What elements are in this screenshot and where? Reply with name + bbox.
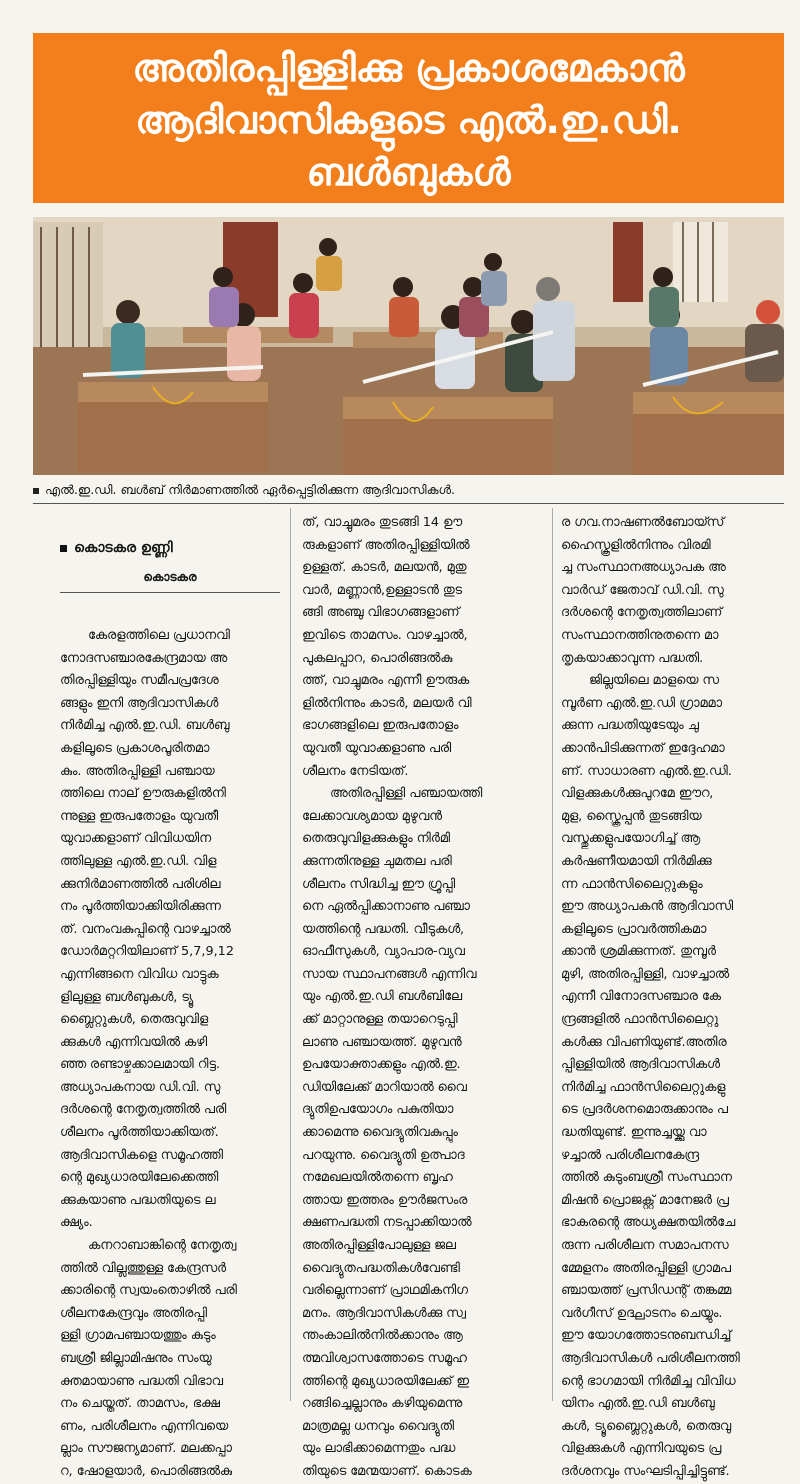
article-line: വർഗീസ് ഉദ്ഘാടനം ചെയ്യും.: [561, 1305, 723, 1321]
article-line: ലേക്കാവശ്യമായ മുഴുവൻ: [302, 808, 442, 824]
article-line: ഴച്ചാൽ പരിശീലനകേന്ദ്ര: [561, 1147, 699, 1163]
article-line: ക്കുകൾ എന്നിവയിൽ കഴി: [60, 1034, 208, 1050]
article-line: ന്റെ ഭാഗമായി നിർമിച്ച വിവിധ: [561, 1373, 736, 1389]
article-line: സംസ്ഥാനത്തിനുതന്നെ മാ: [561, 627, 719, 643]
article-line: ഉപയോക്താക്കളും എൽ.ഇ.: [302, 1057, 461, 1073]
article-line: അതിരപ്പിള്ളി പഞ്ചായത്തി: [330, 786, 483, 802]
article-line: തിയുടെ മേന്മയാണ്. കൊടക: [302, 1463, 472, 1479]
article-line: ന്റെ മുഖ്യധാരയിലേക്കെത്തി: [60, 1170, 219, 1186]
article-column-2: [302, 512, 545, 1479]
article-line: ടെ പ്രദർശനമൊരുക്കാനും പ: [561, 1102, 728, 1118]
article-line: ളിലുള്ള ബൾബുകൾ, ട്യൂ: [60, 989, 194, 1005]
headline-line-2: ആദിവാസികളുടെ എൽ.ഇ.ഡി.: [135, 98, 682, 142]
article-line: ത്ത്, വാച്ചുമരം എന്നീ ഊരുക: [302, 673, 470, 689]
article-line: ക്കുന്ന പദ്ധതിയുടേയും ചു: [561, 718, 699, 734]
article-line: ശീലനം സിദ്ധിച്ച ഈ ഗ്രൂപ്പി: [302, 876, 456, 892]
article-line: ഭാകരന്റെ അധ്യക്ഷതയിൽചേ: [561, 1215, 736, 1231]
article-line: ഇവിടെ താമസം. വാഴച്ചാൽ,: [302, 627, 468, 643]
article-line: നിർമിച്ച ഫാൻസിലൈറ്റുകളു: [561, 1079, 726, 1095]
article-line: ര ഗവ.നാഷണൽബോയ്സ്: [561, 515, 725, 530]
article-line: ക്ഷണപദ്ധതി നടപ്പാക്കിയാൽ: [302, 1215, 472, 1231]
article-line: പ്പിള്ളിയിൽ ആദിവാസികൾ: [561, 1057, 720, 1073]
article-line: കും. അതിരപ്പിള്ളി പഞ്ചായ: [60, 763, 215, 779]
caption-rule: [33, 503, 784, 504]
article-line: കർഷണീയമായി നിർമിക്കു: [561, 853, 712, 869]
article-line: ആദിവാസികളെ സമൂഹത്തി: [60, 1147, 224, 1163]
article-line: മുള, സ്ക്രൈപ്പൻ തുടങ്ങിയ: [561, 808, 702, 824]
article-line: കേരളത്തിലെ പ്രധാനവി: [88, 628, 230, 643]
article-line: ശീലനകേന്ദ്രവും അതിരപ്പി: [60, 1305, 208, 1321]
article-line: ഞ്ഞ രണ്ടാഴ്ചക്കാലമായി റിട്ട.: [60, 1057, 221, 1073]
article-line: ക്ക് മാറ്റാനുള്ള തയാറെടുപ്പി: [302, 1012, 458, 1028]
article-line: നമേഖലയിൽതന്നെ ബൃഹ: [302, 1170, 453, 1186]
article-line: മനം. ആദിവാസികൾക്കു സ്വ: [302, 1305, 466, 1321]
photo-caption: [33, 480, 784, 504]
column-divider: [290, 508, 291, 1401]
article-line: മ്പൂർണ എൽ.ഇ.ഡി ഗ്രാമമാ: [561, 695, 722, 711]
article-line: ച്ച സംസ്ഥാനഅധ്യാപക അ: [561, 560, 726, 576]
article-line: ത്തിൽ വില്ലത്തുള്ള കേന്ദ്രസർ: [60, 1260, 226, 1276]
article-line: വൈദ്യുതപദ്ധതികൾവേണ്ടി: [302, 1260, 460, 1276]
news-photo: [33, 217, 784, 475]
article-line: യും എൽ.ഇ.ഡി ബൾബിലേ: [302, 989, 462, 1005]
article-line: യുവതീ യുവാക്കളാണു പരി: [302, 740, 452, 756]
article-line: വിളക്കുകൾക്കുപുറമേ ഈറ,: [561, 786, 714, 802]
caption-bullet-icon: [33, 488, 39, 494]
article-line: ത്മവിശ്വാസത്തോടെ സമൂഹ: [302, 1350, 467, 1366]
article-line: ങ്ങളും ഇനി ആദിവാസികൾ: [60, 695, 219, 711]
article-line: ന്നുള്ള ഇരുപതോളം യുവതീ: [60, 808, 219, 824]
article-line: ലാണു പഞ്ചായത്ത്. മുഴുവൻ: [302, 1034, 462, 1050]
article-line: ഭാഗങ്ങളിലെ ഇരുപതോളം: [302, 718, 459, 734]
article-line: നം ചെയ്തത്. താമസം, ഭക്ഷ: [60, 1396, 220, 1412]
article-line: സായ സ്ഥാപനങ്ങൾ എന്നിവ: [302, 966, 477, 982]
article-line: അധ്യാപകനായ ഡി.വി. സു: [60, 1079, 221, 1095]
byline-bullet-icon: [60, 545, 67, 552]
article-line: എന്നീ വിനോദസഞ്ചാര കേ: [561, 989, 721, 1005]
article-line: തിരപ്പിള്ളിയും സമീപപ്രദേശ: [60, 673, 219, 689]
article-line: യുവാക്കളാണ് വിവിധയിന: [60, 831, 211, 847]
article-line: ങ്ങി അഞ്ചു വിഭാഗങ്ങളാണ്: [302, 605, 460, 621]
article-line: ക്ഷ്യം.: [60, 1215, 93, 1231]
article-line: ക്കാമെന്നു വൈദ്യുതിവകുപ്പും: [302, 1125, 458, 1141]
dateline-rule: [60, 592, 280, 593]
article-line: ഞ്ചായത്ത് പ്രസിഡന്റ് തങ്കമ്മ: [561, 1283, 732, 1299]
article-line: വരില്ലെന്നാണ് പ്രാഥമികനിഗ: [302, 1283, 468, 1299]
article-line: കൾക്കു വിപണിയുണ്ട്.അതിര: [561, 1034, 727, 1050]
article-line: ക്കാൻ ശ്രമിക്കുന്നത്. തുമ്പൂർ: [561, 944, 716, 960]
article-line: യും ലാഭിക്കാമെന്നതും പദ്ധ: [302, 1441, 456, 1457]
article-line: ഈ യോഗത്തോടനുബന്ധിച്ച്: [561, 1328, 732, 1344]
article-line: റങ്ങിച്ചെല്ലാനും കഴിയുമെന്നു: [302, 1396, 463, 1412]
article-line: ന്തംകാലിൽനിൽക്കാനും ആ: [302, 1328, 463, 1344]
article-line: ത്, വാച്ചുമരം തുടങ്ങി 14 ഊ: [302, 515, 462, 530]
article-line: ത്തിലെ നാല് ഊരുകളിൽനി: [60, 786, 226, 802]
article-line: ദ്യുതിഉപയോഗം പകുതിയാ: [302, 1102, 454, 1118]
byline: [60, 540, 280, 556]
article-line: ന്ന ഫാൻസിലൈറ്റുകളും: [561, 876, 703, 892]
article-line: വാർഡ് ജേതാവ് ഡി.വി. സു: [561, 582, 724, 598]
article-line: ക്കുന്നതിനുള്ള ചുമതല പരി: [302, 853, 452, 869]
article-line: ദർശന്റെ നേതൃത്വത്തിലാണ്: [561, 605, 723, 621]
article-line: ക്തമായാണു പദ്ധതി വിഭാവ: [60, 1373, 223, 1389]
article-line: പറയുന്നു. വൈദ്യുതി ഉത്പാദ: [302, 1147, 465, 1163]
article-line: ക്കാരിന്റെ സ്വയംതൊഴിൽ പരി: [60, 1283, 237, 1299]
article-line: ശീലനം നേടിയത്.: [302, 763, 409, 779]
article-line: റ, ഷോളയാർ, പൊരിങ്ങൽകു: [60, 1463, 232, 1479]
article-line: നിർമിച്ച എൽ.ഇ.ഡി. ബൾബു: [60, 718, 230, 734]
headline-line-1: അതിരപ്പിള്ളിക്കു പ്രകാശമേകാൻ: [132, 46, 685, 90]
article-line: ദർശനവും സംഘടിപ്പിച്ചിട്ടുണ്ട്.: [561, 1463, 730, 1479]
article-line: ല്ലാം സൗജന്യമാണ്. മലക്കപ്പാ: [60, 1441, 232, 1457]
article-line: ത്തിന്റെ മുഖ്യധാരയിലേക്ക് ഇ: [302, 1373, 469, 1389]
article-line: കനറാബാങ്കിന്റെ നേതൃത്വ: [88, 1238, 237, 1254]
article-column-3: [561, 512, 784, 1479]
article-line: വാർ, മണ്ണാൻ,ഉള്ളാടൻ തുട: [302, 582, 463, 598]
article-line: എന്നിങ്ങനെ വിവിധ വാട്ടുക: [60, 966, 219, 982]
article-line: യത്തിന്റെ പദ്ധതി. വീടുകൾ,: [302, 921, 465, 937]
article-line: ബശ്രീ ജില്ലാമിഷനും സംയു: [60, 1351, 212, 1366]
article-line: ത്തിൽ കുടുംബശ്രീ സംസ്ഥാന: [561, 1170, 732, 1186]
article-line: യിനം എൽ.ഇ.ഡി ബൾബു: [561, 1396, 715, 1412]
article-line: ദർശന്റെ നേതൃത്വത്തിൽ പരി: [60, 1102, 227, 1118]
article-line: രുകളാണ് അതിരപ്പിള്ളിയിൽ: [302, 537, 470, 553]
article-line: തെരുവുവിളക്കുകളും നിർമി: [302, 831, 451, 847]
article-line: ക്കുനിർമാണത്തിൽ പരിശില: [60, 876, 221, 892]
article-line: ത്തിലുള്ള എൽ.ഇ.ഡി. വിള: [60, 853, 217, 869]
dateline: കൊടകര: [143, 570, 197, 584]
article-line: തൃകയാക്കാവുന്ന പദ്ധതി.: [561, 650, 704, 666]
article-line: ഡിയിലേക്ക് മാറിയാൽ വൈ: [302, 1079, 467, 1095]
article-line: ആദിവാസികൾ പരിശീലനത്തി: [561, 1350, 740, 1366]
article-line: ഓഫീസുകൾ, വ്യാപാര-വ്യവ: [302, 944, 465, 960]
article-line: ന്ദ്രങ്ങളിൽ ഫാൻസിലൈറ്റു: [561, 1012, 719, 1028]
article-line: ശീലനം പൂർത്തിയാക്കിയത്.: [60, 1125, 219, 1141]
classroom-photo: [33, 217, 784, 475]
article-line: ക്കാൻപിടിക്കുന്നത് ഇദ്ദേഹമാ: [561, 740, 725, 756]
article-line: നെ ഏൽപ്പിക്കാനാണു പഞ്ചാ: [302, 899, 470, 915]
article-line: ജില്ലയിലെ മാളയെ സ: [589, 673, 719, 689]
article-line: ത്. വനംവകുപ്പിന്റെ വാഴച്ചാൽ: [60, 921, 231, 937]
article-line: കളിലൂടെ പ്രാവർത്തികമാ: [561, 921, 707, 937]
article-line: ദ്ധതിയുണ്ട്. ഇന്നുച്ചയ്ക്കു വാ: [561, 1125, 707, 1141]
article-line: കൾ, ട്യൂബ്ലൈറ്റുകൾ, തെരുവു: [561, 1418, 732, 1434]
article-line: മുഴി, അതിരപ്പിള്ളി, വാഴച്ചാൽ: [561, 966, 730, 982]
article-line: രുന്ന പരിശീലന സമാപനസ: [561, 1238, 729, 1253]
article-line: നം പൂർത്തിയാക്കിയിരിക്കുന്ന: [60, 899, 221, 915]
article-line: ള്ളി ഗ്രാമപഞ്ചായത്തും കുടും: [60, 1328, 216, 1344]
caption-text: എൽ.ഇ.ഡി. ബൾബ് നിർമാണത്തിൽ ഏർപ്പെട്ടിരിക്കുന്ന ആദിവാസികൾ.: [45, 482, 456, 497]
article-line: ഈ അധ്യാപകൻ ആദിവാസി: [561, 899, 734, 915]
article-line: ക്കുകയാണു പദ്ധതിയുടെ ല: [60, 1192, 216, 1208]
byline-text: കൊടകര ഉണ്ണി: [74, 540, 173, 556]
article-line: ബ്ലൈറ്റുകൾ, തെരുവുവിള: [60, 1012, 209, 1028]
article-line: പുകലപ്പാറ, പൊരിങ്ങൽകു: [302, 650, 453, 666]
article-line: ത്തായ ഇത്തരം ഊർജസംര: [302, 1192, 468, 1208]
article-line: കളിലൂടെ പ്രകാശപൂരിതമാ: [60, 740, 210, 756]
article-column-1: [60, 625, 280, 1479]
article-line: മ്മേളനം അതിരപ്പിള്ളി ഗ്രാമപ: [561, 1260, 731, 1276]
article-line: ഹൈസ്കൂളിൽനിന്നും വിരമി: [561, 537, 711, 553]
article-line: മിഷൻ പ്രൊജക്റ്റ് മാനേജർ പ്ര: [561, 1192, 729, 1208]
headline-line-3: ബൾബുകൾ: [306, 150, 511, 194]
column-divider: [552, 508, 553, 1401]
article-line: ളിൽനിന്നും കാടർ, മലയർ വി: [302, 695, 472, 711]
headline: [33, 33, 784, 203]
article-line: ഉള്ളത്. കാടർ, മലയൻ, മുതു: [302, 560, 467, 576]
article-line: ഡോർമറ്ററിയിലാണ് 5,7,9,12: [60, 944, 234, 960]
article-line: ണ്. സാധാരണ എൽ.ഇ.ഡി.: [561, 763, 732, 779]
article-line: ണം, പരിശീലനം എന്നിവയെ: [60, 1418, 229, 1434]
article-line: വിളക്കുകൾ എന്നിവയുടെ പ്ര: [561, 1441, 722, 1457]
article-line: നോദസഞ്ചാരകേന്ദ്രമായ അ: [60, 650, 228, 666]
article-line: അതിരപ്പിള്ളിപോലുള്ള ജല: [302, 1238, 456, 1253]
article-line: മാത്രമല്ല ധനവും വൈദ്യുതി: [302, 1418, 455, 1434]
article-line: വസ്തുക്കളുപയോഗിച്ച് ആ: [561, 831, 700, 847]
